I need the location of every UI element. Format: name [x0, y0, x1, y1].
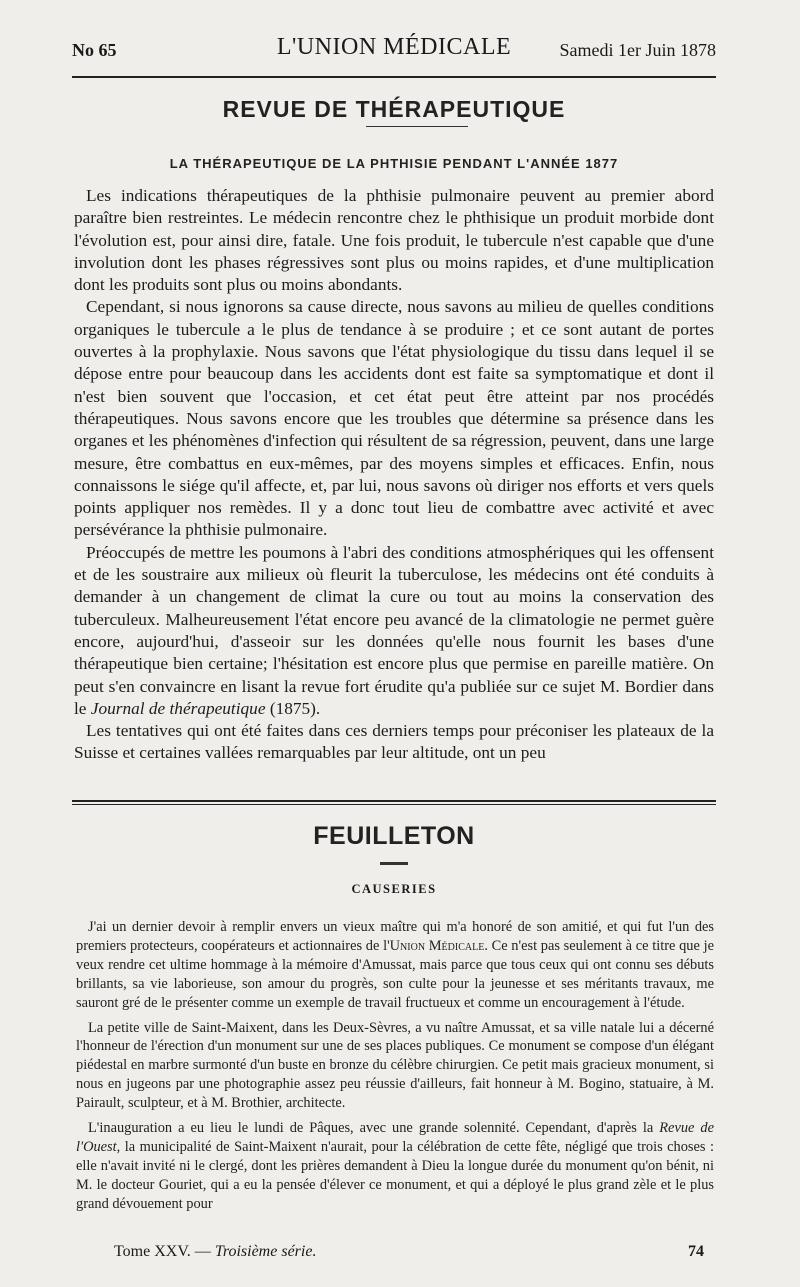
- title-underline: [366, 126, 468, 127]
- journal-title: L'UNION MÉDICALE: [276, 34, 512, 60]
- issue-date: Samedi 1er Juin 1878: [559, 40, 716, 60]
- article-paragraph-text: (1875).: [265, 698, 321, 718]
- feuilleton-dash: [380, 862, 408, 865]
- article-paragraph-text: Préoccupés de mettre les poumons à l'abri des conditions atmosphériques qui les offensent et de les soustraire aux milieux où fleurit la tuberculose, les médecins ont été conduits à demander à un changement de climat la cure ou tout au moins la conservation des tuberculeux. Malheureusement l'état encore peu avancé de la climatologie ne permet guère encore, aujourd'hui, d'asseoir sur les données qu'elle nous fournit les bases d'une thérapeutique bien certaine; l'hésitation est encore plus que permise en pareille matière. On peut s'en convaincre en lisant la revue fort érudite qu'a publiée sur ce sujet M. Bordier dans le: [74, 542, 714, 718]
- section-title-feuilleton: FEUILLETON: [313, 822, 475, 850]
- section-title-revue: REVUE DE THÉRAPEUTIQUE: [222, 96, 566, 122]
- header-rule: [72, 76, 716, 78]
- article-paragraph: Cependant, si nous ignorons sa cause directe, nous savons au milieu de quelles conditions organiques le tubercule a le plus de tendance à se produire ; et ce sont autant de portes ouvertes à la prophylaxie. Nous savons que l'état physiologique du tissu dans lequel il se dépose entre pour beaucoup dans les accidents dont est faite sa symptomatique et dont il n'est bien souvent que l'occasion, et cet état peut être atteint par nos procédés thérapeutiques. Nous savons encore que les troubles que détermine sa présence dans les organes et les phénomènes d'infection qui résultent de sa régression, peuvent, dans une large mesure, être combattus en eux-mêmes, par des moyens simples et efficaces. Enfin, nous connaissons le siége qu'il affecte, et, par lui, nous savons où diriger nos efforts et vers quels points appliquer nos remèdes. Il y a donc tout lieu de combattre avec activité et avec persévérance la phthisie pulmonaire.: [74, 297, 714, 540]
- journal-reference: Revue de l'Ouest: [76, 1120, 715, 1155]
- page-header: [72, 34, 716, 70]
- feuilleton-body: [76, 918, 714, 1220]
- feuilleton-paragraph: [76, 1119, 714, 1214]
- feuilleton-paragraph: [76, 918, 714, 1013]
- journal-reference: Journal de thérapeutique: [90, 698, 266, 718]
- article-body: [74, 185, 714, 765]
- feuilleton-paragraph: La petite ville de Saint-Maixent, dans les Deux-Sèvres, a vu naître Amussat, et sa ville natale lui a décerné l'honneur de l'érection d'un monument sur une de ses places publiques. Ce monument se compose d'un élégant piédestal en marbre surmonté d'un buste en bronze du célèbre chirurgien. Ce petit mais gracieux monument, si nous en jugeons par une photographie assez peu réussie d'ailleurs, fait honneur à M. Bogino, statuaire, à M. Pairault, sculpteur, et à M. Brothier, architecte.: [76, 1019, 714, 1112]
- volume-info: [114, 1243, 316, 1261]
- feuilleton-separator: [72, 800, 716, 802]
- article-paragraph: Les tentatives qui ont été faites dans ces derniers temps pour préconiser les plateaux de la Suisse et certaines vallées remarquables par leur altitude, ont un peu: [74, 721, 714, 763]
- feuilleton-paragraph-text: . Ce n'est pas seulement à ce titre que je veux rendre cet ultime hommage à la mémoire d'Amussat, mais parce que tous ceux qui ont connu ses débuts brillants, sa vie laborieuse, son amour du progrès, son culte pour la jeunesse et ses méritants travaux, me sauront gré de le présenter comme un exemple de travail fructueux et comme un encouragement à l'étude.: [76, 937, 714, 1011]
- page-number: 74: [688, 1243, 704, 1260]
- article-subtitle: LA THÉRAPEUTIQUE DE LA PHTHISIE PENDANT L'ANNÉE 1877: [169, 156, 619, 171]
- feuilleton-separator-thin: [72, 804, 716, 805]
- journal-reference: Union Médicale: [389, 937, 485, 954]
- series-label: Troisième série.: [214, 1243, 317, 1260]
- article-paragraph: Les indications thérapeutiques de la phthisie pulmonaire peuvent au premier abord paraître bien restreintes. Le médecin rencontre chez le phthisique un produit morbide dont l'évolution est, pour ainsi dire, fatale. Une fois produit, le tubercule n'est capable que d'une involution dont les phases régressives sont plus ou moins rapides, et d'une multiplication dont les produits sont plus ou moins abondants.: [74, 186, 714, 295]
- feuilleton-subtitle: CAUSERIES: [351, 882, 437, 896]
- issue-number: No 65: [72, 40, 117, 60]
- volume-number: Tome XXV. —: [114, 1243, 215, 1260]
- feuilleton-paragraph-text: L'inauguration a eu lieu le lundi de Pâques, avec une grande solennité. Cependant, d'après la: [88, 1120, 660, 1137]
- feuilleton-paragraph-text: , la municipalité de Saint-Maixent n'aurait, pour la célébration de cette fête, négligé que trois choses : elle n'avait invité ni le clergé, dont les prières demandent à Dieu la longue durée du monument qu'on bénit, ni M. le docteur Gouriet, qui a eu la pensée d'élever ce monument, et qui a déployé le plus grand zèle et le plus grand dévouement pour: [76, 1138, 714, 1212]
- feuilleton-paragraph-text: J'ai un dernier devoir à remplir envers un vieux maître qui m'a honoré de son amitié, et qui fut l'un des premiers protecteurs, coopérateurs et actionnaires de l': [76, 919, 714, 954]
- article-paragraph: [74, 542, 714, 720]
- page-footer: [76, 1243, 704, 1265]
